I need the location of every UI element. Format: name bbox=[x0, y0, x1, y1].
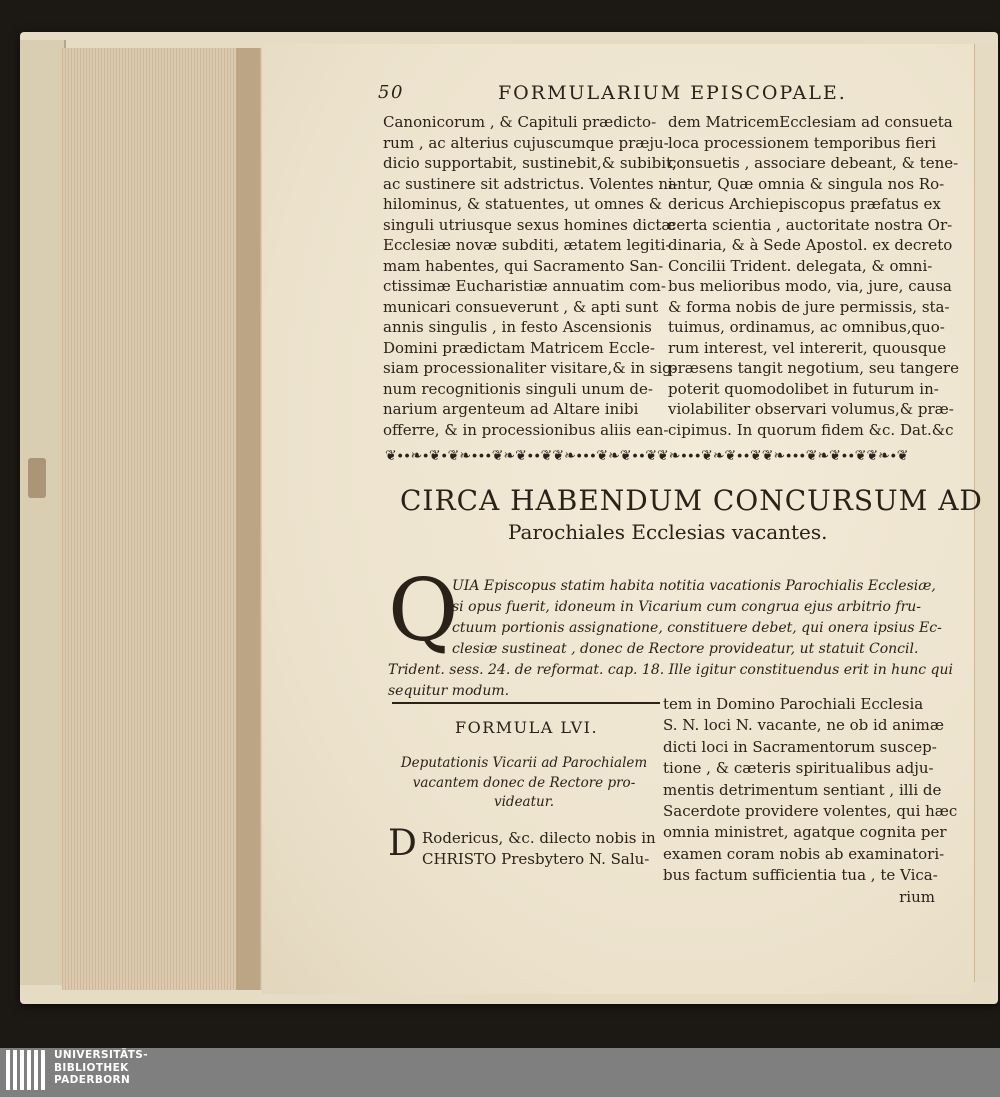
logo-line: BIBLIOTHEK bbox=[54, 1061, 129, 1074]
text-line: cipimus. In quorum fidem &c. Dat.&c bbox=[668, 420, 954, 439]
running-title: FORMULARIUM EPISCOPALE. bbox=[498, 82, 847, 104]
intro-line: clesiæ sustineat , donec de Rectore provideatur, ut statuit Concil. bbox=[452, 641, 919, 657]
text-line: violabiliter observari volumus,& præ- bbox=[668, 400, 954, 418]
text-line: annis singulis , in festo Ascensionis bbox=[383, 318, 652, 336]
text-line: omnia ministret, agatque cognita per bbox=[663, 823, 947, 842]
text-line: Domini prædictam Matricem Eccle- bbox=[383, 338, 655, 357]
text-line: hilominus, & statuentes, ut omnes & bbox=[383, 195, 663, 213]
right-text-column bbox=[668, 112, 959, 440]
horizontal-rule bbox=[392, 702, 660, 704]
text-line: Canonicorum , & Capituli prædicto- bbox=[383, 113, 657, 131]
text-line: consuetis , associare debeant, & tene- bbox=[668, 154, 959, 172]
text-line: tione , & cæteris spiritualibus adju- bbox=[663, 759, 934, 778]
text-line: & forma nobis de jure permissis, sta- bbox=[668, 297, 950, 316]
page-number: 50 bbox=[378, 82, 404, 103]
text-line: tuimus, ordinamus, ac omnibus,quo- bbox=[668, 318, 945, 336]
formula-right-column bbox=[663, 694, 957, 908]
intro-line: si opus fuerit, idoneum in Vicarium cum congrua ejus arbitrio fru- bbox=[452, 599, 922, 615]
text-line: rium bbox=[899, 887, 935, 906]
section-subheading: Parochiales Ecclesias vacantes. bbox=[508, 520, 828, 544]
text-line: narium argenteum ad Altare inibi bbox=[383, 400, 639, 418]
text-line: rum interest, vel intererit, quousque bbox=[668, 338, 947, 357]
drop-cap-d: D bbox=[388, 823, 417, 864]
text-line: dicti loci in Sacramentorum suscep- bbox=[663, 737, 937, 756]
intro-line: UIA Episcopus statim habita notitia vacationis Parochialis Ecclesiæ, bbox=[452, 578, 936, 594]
text-line: certa scientia , auctoritate nostra Or- bbox=[668, 215, 953, 234]
text-line: poterit quomodolibet in futurum in- bbox=[668, 379, 939, 398]
page-stack-stripe bbox=[236, 48, 260, 990]
text-line: bus factum sufficientia tua , te Vica- bbox=[663, 866, 938, 885]
formula-subtitle: Deputationis Vicarii ad Parochialem vacantem donec de Rectore pro-videatur. bbox=[400, 755, 648, 810]
formula-title: FORMULA LVI. bbox=[455, 718, 599, 737]
text-line: præsens tangit negotium, seu tangere bbox=[668, 359, 959, 377]
text-line: examen coram nobis ab examinatori- bbox=[663, 844, 945, 863]
text-line: mam habentes, qui Sacramento San- bbox=[383, 256, 664, 275]
text-line: Sacerdote providere volentes, qui hæc bbox=[663, 802, 958, 821]
formula-line: CHRISTO Presbytero N. Salu- bbox=[422, 850, 650, 868]
intro-line: sequitur modum. bbox=[388, 683, 510, 699]
text-line: bus melioribus modo, via, jure, causa bbox=[668, 277, 952, 295]
text-line: dicio supportabit, sustinebit,& subibit, bbox=[383, 154, 677, 172]
text-line: loca processionem temporibus fieri bbox=[668, 133, 937, 152]
text-line: dem MatricemEcclesiam ad consueta bbox=[668, 113, 953, 131]
cover-stain bbox=[28, 458, 46, 498]
library-footer-bar bbox=[0, 1048, 1000, 1097]
text-line: singuli utriusque sexus homines dictæ bbox=[383, 215, 676, 234]
text-line: Concilii Trident. delegata, & omni- bbox=[668, 256, 933, 275]
intro-line: ctuum portionis assignatione, constituere debet, qui onera ipsius Ec- bbox=[452, 620, 942, 636]
library-logo-text bbox=[54, 1049, 148, 1087]
ornamental-divider: ❦∙∙❧∙❦∙❦❧∙∙∙❦❧❦∙∙❦❦❧∙∙∙❦❧❦∙∙❦❦❧∙∙∙❦❧❦∙∙❦❦❧∙∙∙❦❧❦∙∙❦❦❧∙❦ bbox=[385, 448, 909, 464]
text-line: municari consueverunt , & apti sunt bbox=[383, 297, 659, 316]
text-line: rum , ac alterius cujuscumque præju- bbox=[383, 133, 669, 152]
intro-line: Trident. sess. 24. de reformat. cap. 18. Ille igitur constituendus erit in hunc qui bbox=[388, 662, 953, 678]
text-line: S. N. loci N. vacante, ne ob id animæ bbox=[663, 716, 944, 735]
text-line: mentis detrimentum sentiant , illi de bbox=[663, 780, 942, 799]
drop-cap-q: Q bbox=[388, 561, 459, 661]
section-heading: CIRCA HABENDUM CONCURSUM AD bbox=[400, 484, 983, 517]
text-line: ctissimæ Eucharistiæ annuatim com- bbox=[383, 277, 666, 295]
text-line: antur, Quæ omnia & singula nos Ro- bbox=[668, 174, 945, 193]
page-header bbox=[378, 82, 938, 106]
logo-line: PADERBORN bbox=[54, 1074, 131, 1086]
text-line: ac sustinere sit adstrictus. Volentes ni- bbox=[383, 174, 678, 193]
left-text-column bbox=[383, 112, 678, 440]
page-stack-edge bbox=[62, 48, 263, 990]
text-line: Ecclesiæ novæ subditi, ætatem legiti- bbox=[383, 236, 671, 254]
text-line: dericus Archiepiscopus præfatus ex bbox=[668, 195, 941, 213]
text-line: dinaria, & à Sede Apostol. ex decreto bbox=[668, 236, 953, 254]
cover-edge bbox=[20, 40, 66, 985]
logo-line: UNIVERSITÄTS- bbox=[54, 1049, 149, 1061]
formula-line: Rodericus, &c. dilecto nobis in bbox=[422, 829, 656, 847]
text-line: tem in Domino Parochiali Ecclesia bbox=[663, 695, 924, 713]
text-line: siam processionaliter visitare,& in sig- bbox=[383, 359, 677, 377]
text-line: num recognitionis singuli unum de- bbox=[383, 379, 653, 398]
text-line: offerre, & in processionibus aliis ean- bbox=[383, 420, 669, 439]
library-logo-icon bbox=[6, 1050, 50, 1090]
